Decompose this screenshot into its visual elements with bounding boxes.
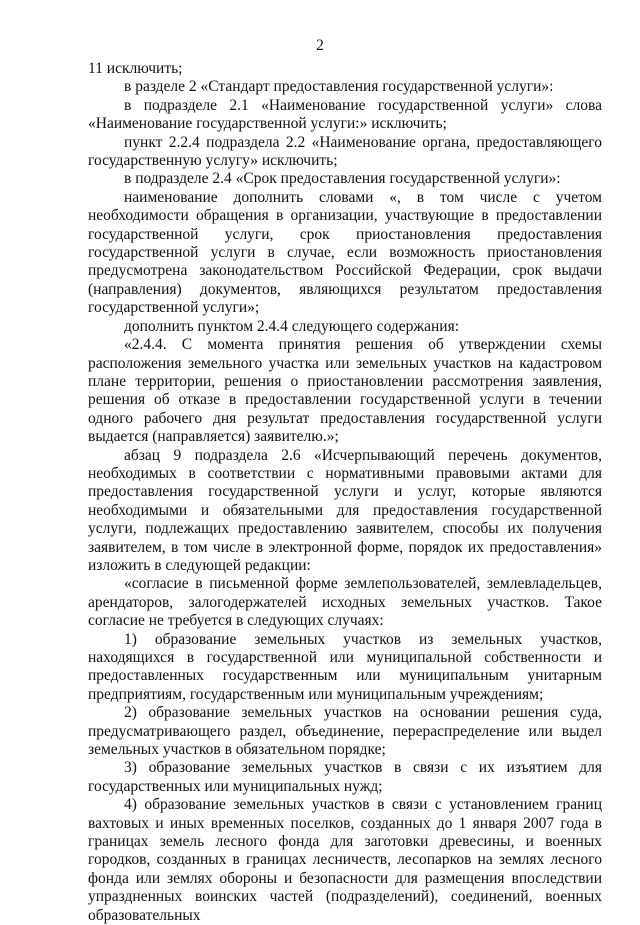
paragraph: наименование дополнить словами «, в том числе с учетом необходимости обращения в организации, участвующие в предоставлении государственной услуги, срок приостановления предоставления государственной услуги в случае, если возможность приостановления предусмотрена законодательством Российской Федерации, срок выдачи (направления) документов, являющихся результатом предоставления государственной услуги»; (88, 188, 602, 317)
paragraph: 1) образование земельных участков из земельных участков, находящихся в государственной или муниципальной собственности и предоставленных государственным или муниципальным унитарным предприятиям, государственным или муниципальным учреждениям; (88, 630, 602, 703)
paragraph: дополнить пунктом 2.4.4 следующего содержания: (124, 317, 459, 335)
document-body (88, 60, 602, 925)
paragraph: «согласие в письменной форме землепользователей, землевладельцев, арендаторов, залогодержателей исходных земельных участков. Такое согласие не требуется в следующих случаях: (88, 575, 602, 630)
paragraph: 4) образование земельных участков в связи с установлением границ вахтовых и иных временных поселков, созданных до 1 января 2007 года в границах земель лесного фонда для заготовки древесины, и военных городков, созданных в границах лесничеств, лесопарков на землях лесного фонда или землях обороны и безопасности для размещения впоследствии упраздненных воинских частей (подразделений), соединений, военных образовательных (88, 796, 602, 924)
paragraph: пункт 2.2.4 подраздела 2.2 «Наименование органа, предоставляющего государственную услугу» исключить; (88, 133, 602, 170)
paragraph: 3) образование земельных участков в связи с их изъятием для государственных или муниципальных нужд; (88, 759, 602, 795)
paragraph: абзац 9 подраздела 2.6 «Исчерпывающий перечень документов, необходимых в соответствии с нормативными правовыми актами для предоставления государственной услуги и услуг, которые являются необходимыми и обязательными для предоставления государственной услуги, подлежащих предоставлению заявителем, способы их получения заявителем, в том числе в электронной форме, порядок их предоставления» изложить в следующей редакции: (88, 446, 602, 574)
paragraph: 11 исключить; (88, 60, 183, 77)
paragraph: в разделе 2 «Стандарт предоставления государственной услуги»: (124, 78, 554, 96)
page-number: 2 (316, 37, 324, 54)
paragraph: в подразделе 2.1 «Наименование государственной услуги» слова «Наименование государственной услуги:» исключить; (88, 96, 602, 133)
paragraph: в подразделе 2.4 «Срок предоставления государственной услуги»: (124, 170, 561, 188)
paragraph: «2.4.4. С момента принятия решения об утверждении схемы расположения земельного участка или земельных участков на кадастровом плане территории, решения о приостановлении рассмотрения заявления, решения об отказе в предоставлении государственной услуги в течении одного рабочего дня результат предоставления государственной услуги выдается (направляется) заявителю.»; (88, 336, 602, 446)
paragraph: 2) образование земельных участков на основании решения суда, предусматривающего раздел, объединение, перераспределение или выдел земельных участков в обязательном порядке; (88, 704, 602, 759)
